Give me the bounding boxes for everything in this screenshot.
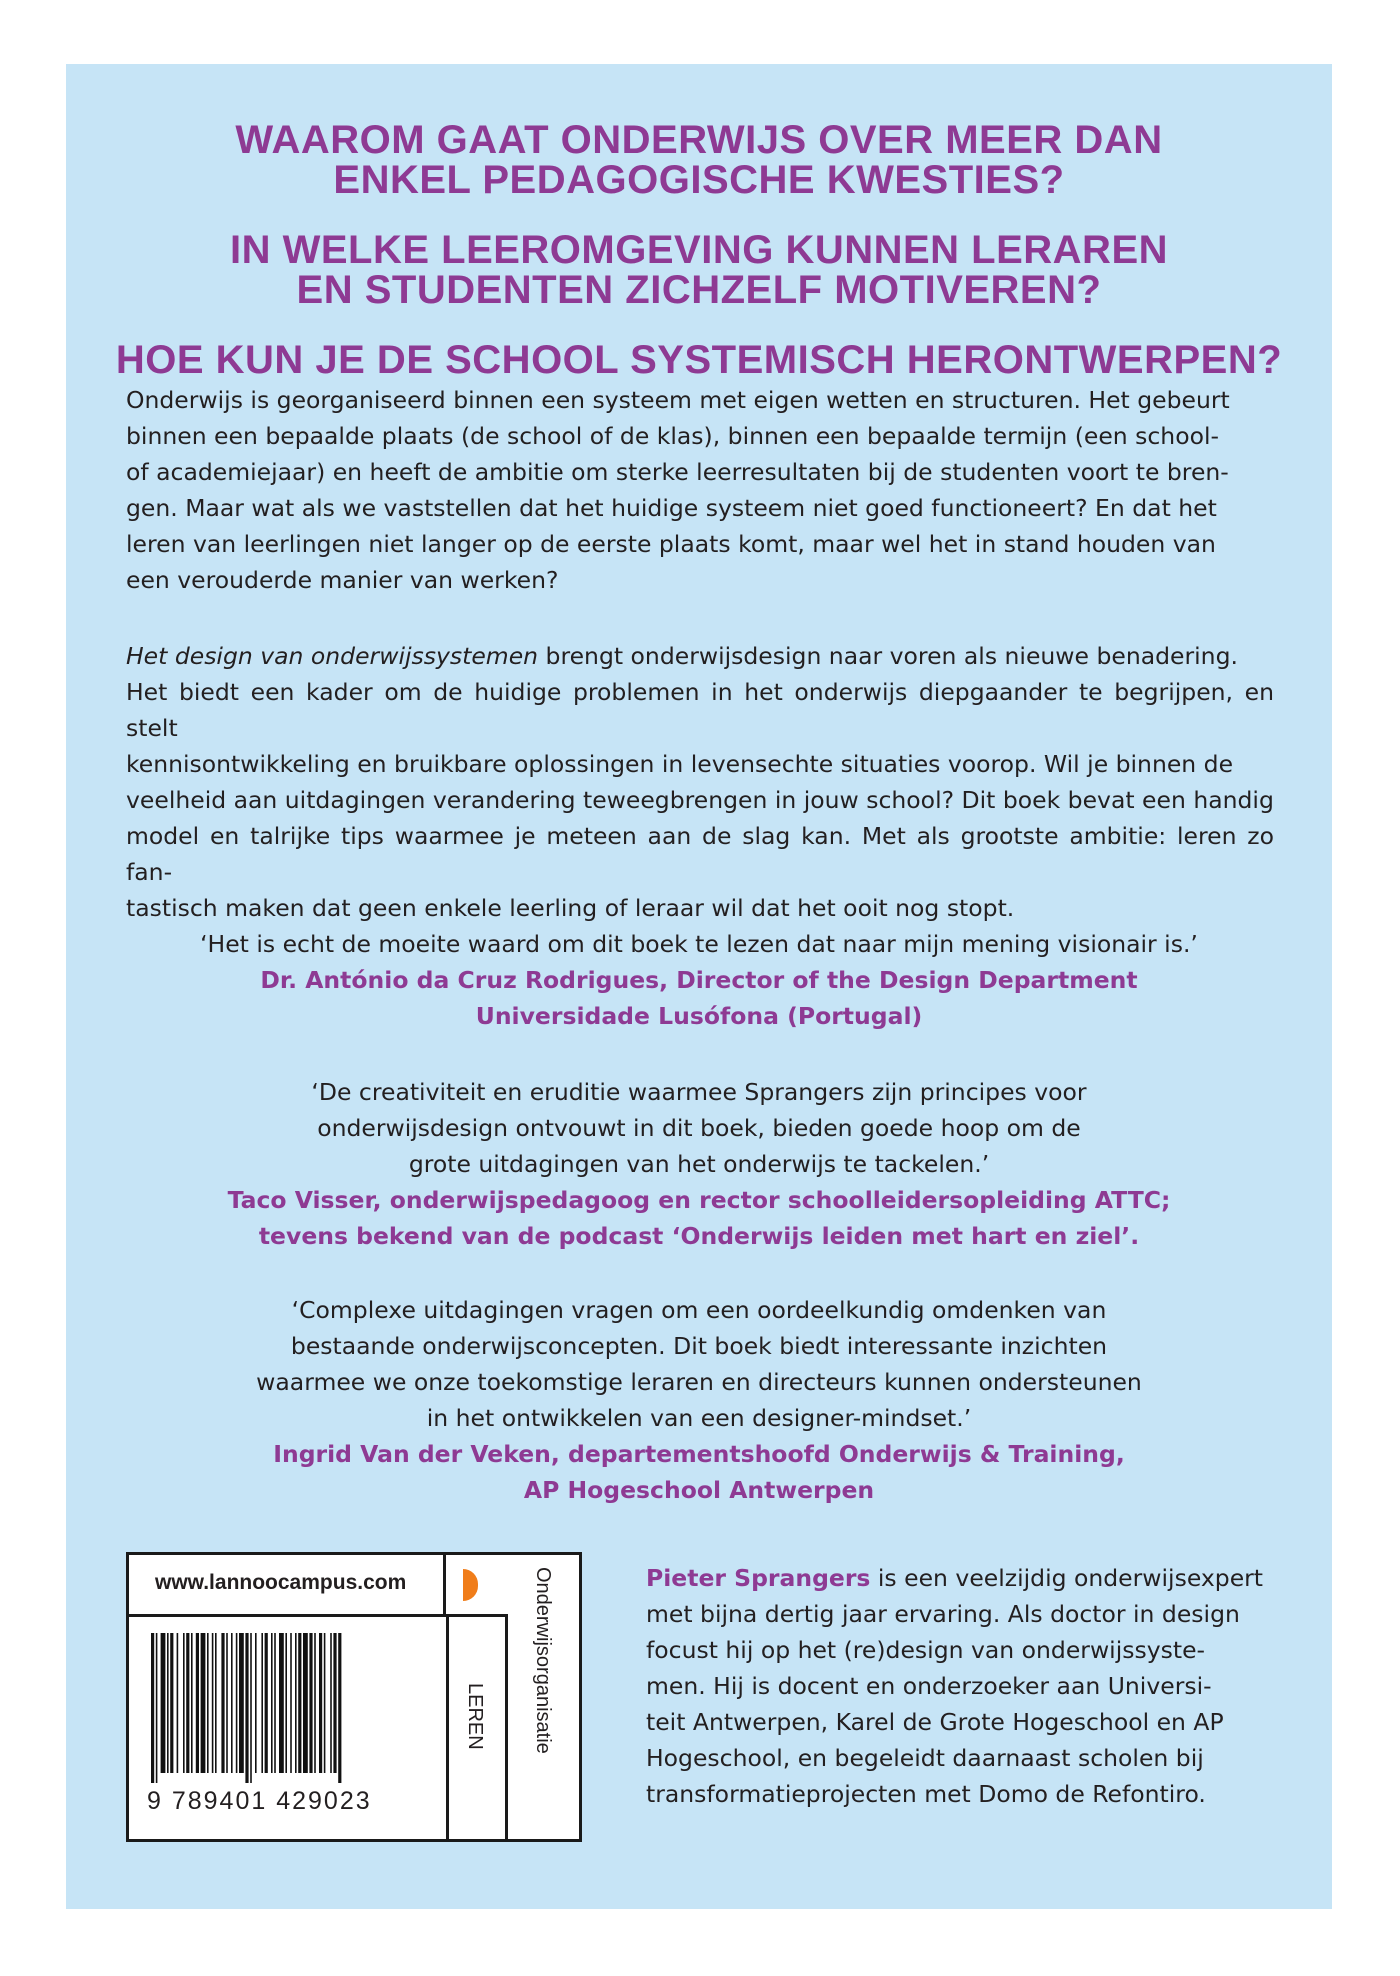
quote-rodrigues: [66, 926, 1332, 1034]
book-title: Het design van onderwijssystemen: [126, 642, 539, 670]
author-bio: Pieter Sprangers is een veelzijdig onderwijsexpert met bijna dertig jaar ervaring. Als doctor in design focust hij op het (re)design van onderwijssyste- men. Hij is docent en onderzoeker aan Universi- teit Antwerpen, Karel de Grote Hogeschool en AP Hogeschool, en begeleidt daarnaast scholen bij transformatieprojecten met Domo de Refontiro.: [646, 1560, 1274, 1812]
quote-source: Taco Visser, onderwijspedagoog en rector schoolleidersopleiding ATTC;: [227, 1186, 1171, 1214]
back-cover: [66, 64, 1332, 1909]
quote-text: onderwijsdesign ontvouwt in dit boek, bieden goede hoop om de: [317, 1114, 1081, 1142]
quote-text: in het ontwikkelen van een designer-mindset.’: [426, 1404, 972, 1432]
author-name: Pieter Sprangers: [646, 1564, 871, 1592]
series-label: LEREN: [464, 1683, 486, 1750]
quote-van-der-veken: [66, 1292, 1332, 1508]
category-label: Onderwijsorganisatie: [532, 1567, 554, 1754]
quote-source: Ingrid Van der Veken, departementshoofd Onderwijs & Training,: [273, 1440, 1125, 1468]
quote-source: Dr. António da Cruz Rodrigues, Director of the Design Department: [260, 966, 1138, 994]
publisher-url: www.lannoocampus.com: [129, 1555, 446, 1617]
intro-paragraph: Onderwijs is georganiseerd binnen een systeem met eigen wetten en structuren. Het gebeurt binnen een bepaalde plaats (de school of de klas), binnen een bepaalde termijn (een school- of academiejaar) en heeft de ambitie om sterke leerresultaten bij de studenten voort te bren- gen. Maar wat als we vaststellen dat het huidige systeem niet goed functioneert? En dat het leren van leerlingen niet langer op de eerste plaats komt, maar wel het in stand houden van een verouderde manier van werken?: [126, 386, 1230, 594]
design-first-line: Het design van onderwijssystemen brengt onderwijsdesign naar voren als nieuwe benadering.: [126, 642, 1238, 670]
quote-text: waarmee we onze toekomstige leraren en directeurs kunnen ondersteunen: [256, 1368, 1142, 1396]
design-paragraph: Het design van onderwijssystemen brengt onderwijsdesign naar voren als nieuwe benadering. Het biedt een kader om de huidige problemen in het onderwijs diepgaander te begrijpen, en stelt kennisontwikkeling en bruikbare oplossingen in levensechte situaties voorop. Wil je binnen de veelheid aan uitdagingen verandering teweegbrengen in jouw school? Dit boek bevat een handig model en talrijke tips waarmee je meteen aan de slag kan. Met als grootste ambitie: leren zo fan- tastisch maken dat geen enkele leerling of leraar wil dat het ooit nog stopt.: [126, 638, 1274, 926]
barcode-block: [126, 1552, 582, 1842]
quote-source: Universidade Lusófona (Portugal): [475, 1002, 923, 1030]
quote-text: ‘Complexe uitdagingen vragen om een oordeelkundig omdenken van: [291, 1296, 1107, 1324]
bio-first-line: Pieter Sprangers is een veelzijdig onderwijsexpert: [646, 1564, 1264, 1592]
barcode-icon: [147, 1633, 423, 1783]
headline-1: WAAROM GAAT ONDERWIJS OVER MEER DAN ENKEL PEDAGOGISCHE KWESTIES?: [235, 118, 1163, 202]
quote-text: ‘De creativiteit en eruditie waarmee Sprangers zijn principes voor: [311, 1078, 1087, 1106]
publisher-logo-icon: [446, 1555, 508, 1617]
isbn-number: 9 789401 429023: [147, 1787, 372, 1815]
quote-text: ‘Het is echt de moeite waard om dit boek te lezen dat naar mijn mening visionair is.’: [200, 930, 1198, 958]
quote-text: grote uitdagingen van het onderwijs te tackelen.’: [408, 1150, 990, 1178]
quote-source: AP Hogeschool Antwerpen: [523, 1476, 875, 1504]
quote-source: tevens bekend van de podcast ‘Onderwijs leiden met hart en ziel’.: [258, 1222, 1140, 1250]
quote-visser: [66, 1074, 1332, 1254]
quote-text: bestaande onderwijsconcepten. Dit boek biedt interessante inzichten: [290, 1332, 1108, 1360]
headline-3: HOE KUN JE DE SCHOOL SYSTEMISCH HERONTWERPEN?: [115, 338, 1283, 382]
series-cell: [446, 1617, 508, 1839]
headline-2: IN WELKE LEEROMGEVING KUNNEN LERAREN EN STUDENTEN ZICHZELF MOTIVEREN?: [229, 228, 1169, 312]
headline-questions: [66, 120, 1332, 410]
